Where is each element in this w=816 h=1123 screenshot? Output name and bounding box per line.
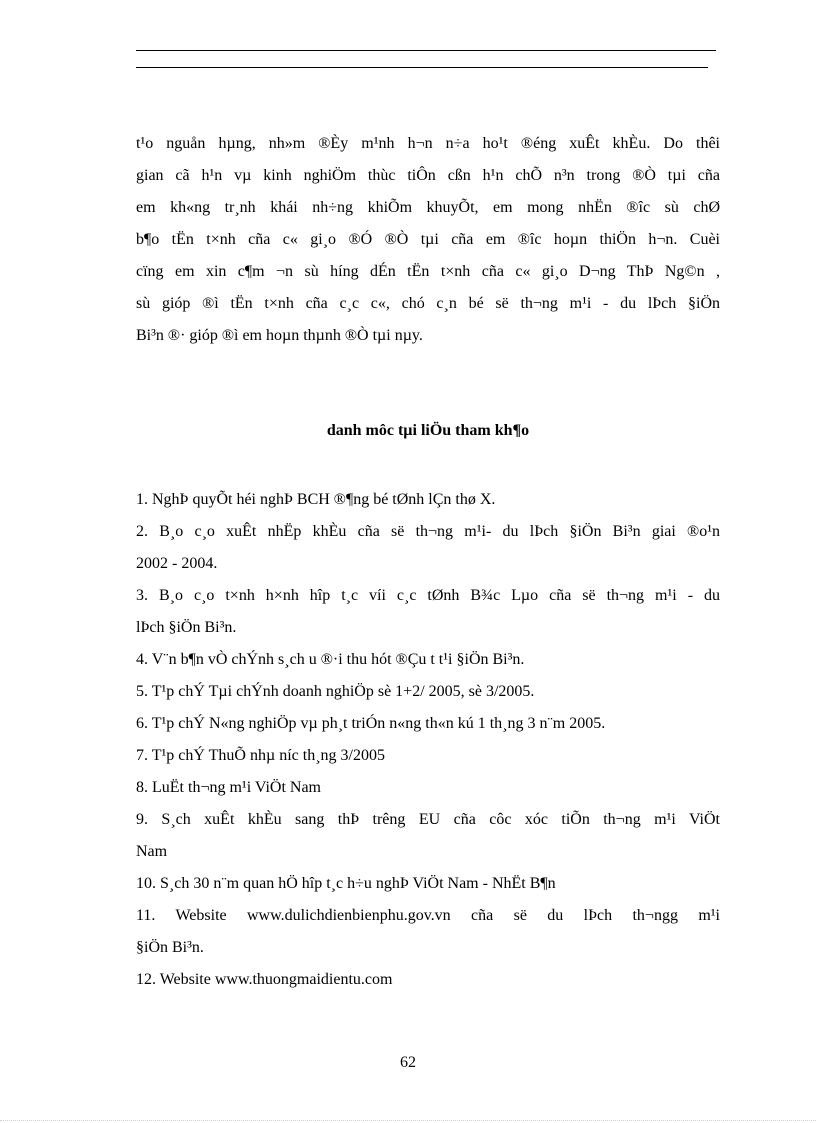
paragraph-line: sù gióp ®ì tËn t×nh cña c¸c c«, chó c¸n bé së th¬ng m¹i - du lÞch §iÖn <box>136 295 720 312</box>
page-number: 62 <box>400 1054 416 1071</box>
paragraph-line: Bi³n ®· gióp ®ì em hoµn thµnh ®Ò tµi nµy. <box>136 327 423 344</box>
reference-item: 10. S¸ch 30 n¨m quan hÖ hîp t¸c h÷u nghÞ ViÖt Nam - NhËt B¶n <box>136 875 556 892</box>
reference-item: 6. T¹p chÝ N«ng nghiÖp vµ ph¸t triÓn n«ng th«n kú 1 th¸ng 3 n¨m 2005. <box>136 715 606 732</box>
paragraph-line: gian cã h¹n vµ kinh nghiÖm thùc tiÔn cßn h¹n chÕ n³n trong ®Ò tµi cña <box>136 167 720 184</box>
header-rule-top <box>136 50 716 51</box>
reference-item: 3. B¸o c¸o t×nh h×nh hîp t¸c víi c¸c tØnh B¾c Lµo cña së th¬ng m¹i - du lÞch §iÖn Bi³n. <box>136 587 720 636</box>
reference-item: 5. T¹p chÝ Tµi chÝnh doanh nghiÖp sè 1+2/ 2005, sè 3/2005. <box>136 683 535 700</box>
paragraph-line: cïng em xin c¶m ¬n sù híng dÉn tËn t×nh cña c« gi¸o D¬ng ThÞ Ng©n , <box>136 263 720 280</box>
reference-item: 9. S¸ch xuÊt khÈu sang thÞ trêng EU cña côc xóc tiÕn th¬ng m¹i ViÖt Nam <box>136 811 720 860</box>
paragraph-line: em kh«ng tr¸nh khái nh÷ng khiÕm khuyÕt, em mong nhËn ®îc sù chØ <box>136 199 720 216</box>
page-bottom-border <box>0 1120 816 1121</box>
paragraph-line: t¹o nguån hµng, nh»m ®Èy m¹nh h¬n n÷a ho¹t ®éng xuÊt khÈu. Do thêi <box>136 135 720 152</box>
reference-item: 4. V¨n b¶n vÒ chÝnh s¸ch u ®·i thu hót ®Çu t t¹i §iÖn Bi³n. <box>136 651 525 668</box>
header-rule-bottom <box>136 67 708 68</box>
reference-item: 8. LuËt th¬ng m¹i ViÖt Nam <box>136 779 321 796</box>
reference-item: 1. NghÞ quyÕt héi nghÞ BCH ®¶ng bé tØnh lÇn thø X. <box>136 491 496 508</box>
references-list <box>136 484 720 996</box>
closing-paragraph <box>136 128 720 352</box>
reference-item: 11. Website www.dulichdienbienphu.gov.vn cña së du lÞch th¬ngg m¹i §iÖn Bi³n. <box>136 907 720 956</box>
reference-item: 2. B¸o c¸o xuÊt nhËp khÈu cña së th¬ng m¹i- du lÞch §iÖn Bi³n giai ®o¹n 2002 - 2004. <box>136 523 720 572</box>
reference-item: 12. Website www.thuongmaidientu.com <box>136 971 393 988</box>
paragraph-line: b¶o tËn t×nh cña c« gi¸o ®Ó ®Ò tµi cña em ®îc hoµn thiÖn h¬n. Cuèi <box>136 231 720 248</box>
reference-item: 7. T¹p chÝ ThuÕ nhµ níc th¸ng 3/2005 <box>136 747 385 764</box>
references-heading: danh môc tµi liÖu tham kh¶o <box>326 422 530 439</box>
